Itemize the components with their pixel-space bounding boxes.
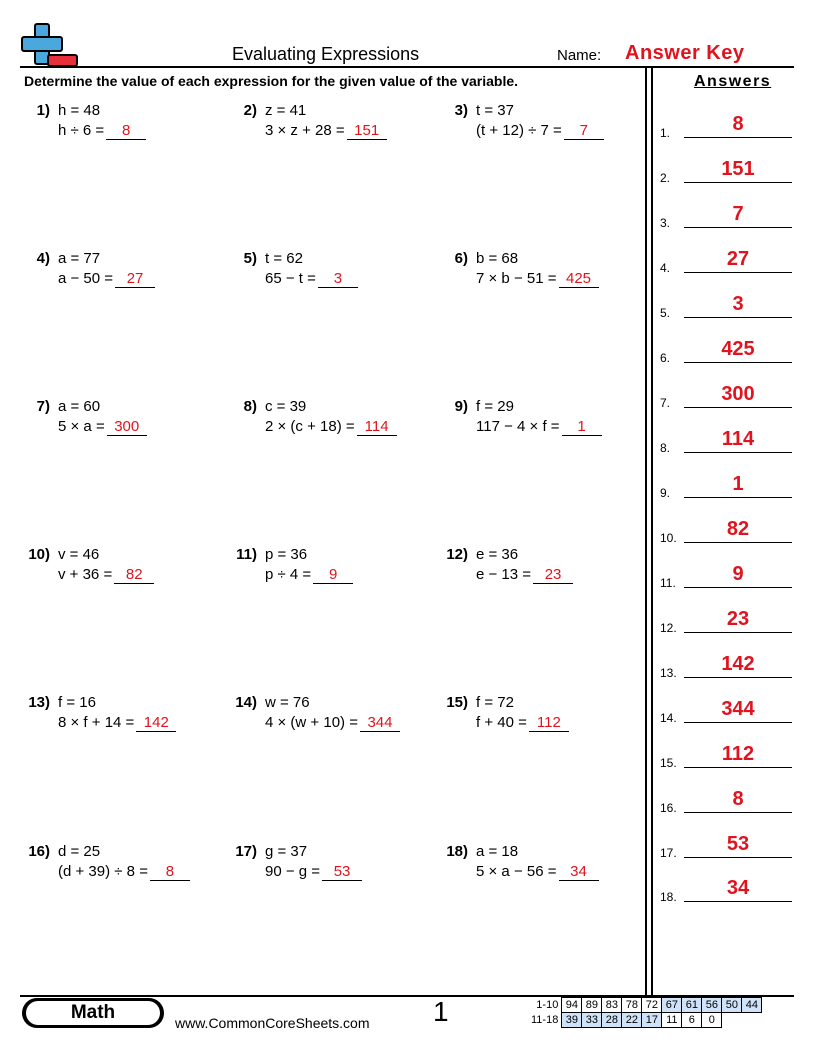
score-cell: 28 <box>602 1013 622 1028</box>
score-cell: 56 <box>702 998 722 1013</box>
problem-given: a = 60 <box>58 398 101 415</box>
answer-line <box>684 901 792 902</box>
worksheet-title: Evaluating Expressions <box>232 44 420 64</box>
problem <box>235 842 362 882</box>
answer-value: 1 <box>732 473 744 495</box>
answer-row <box>660 280 792 320</box>
answer-number: 13. <box>660 666 677 680</box>
name-label: Name: <box>557 47 602 64</box>
problem <box>243 249 358 289</box>
score-cell: 83 <box>602 998 622 1013</box>
problem-number: 7) <box>36 398 50 415</box>
answer-line <box>684 857 792 858</box>
answer-value: 142 <box>721 653 755 675</box>
problem-expression: (d + 39) ÷ 8 = <box>58 863 148 880</box>
problem-number: 9) <box>454 398 468 415</box>
problem-expression: 65 − t = <box>265 270 316 287</box>
problem-expression: a − 50 = <box>58 270 114 287</box>
answer-value: 8 <box>732 788 744 810</box>
answer-blank[interactable]: 8 <box>150 864 190 881</box>
problem-number: 13) <box>28 694 50 711</box>
header-divider <box>20 66 794 68</box>
answer-row <box>660 775 792 815</box>
problem <box>446 545 573 585</box>
problem-given: w = 76 <box>265 694 310 711</box>
answer-number: 15. <box>660 756 677 770</box>
problem <box>36 101 146 141</box>
answer-blank[interactable]: 112 <box>529 715 569 732</box>
answer-row <box>660 325 792 365</box>
answer-number: 1. <box>660 126 671 140</box>
problem-given: v = 46 <box>58 546 100 563</box>
problem-given: e = 36 <box>476 546 519 563</box>
answer-line <box>684 542 792 543</box>
answer-number: 5. <box>660 306 671 320</box>
answer-blank[interactable]: 53 <box>322 864 362 881</box>
problem-expression: p ÷ 4 = <box>265 566 312 583</box>
answer-row <box>660 190 792 230</box>
problem-number: 16) <box>28 843 50 860</box>
score-cell: 94 <box>562 998 582 1013</box>
answer-blank[interactable]: 300 <box>107 419 147 436</box>
answer-row <box>660 550 792 590</box>
answer-row <box>660 864 792 904</box>
answer-blank[interactable]: 151 <box>347 123 387 140</box>
problem-expression: f + 40 = <box>476 714 527 731</box>
problem-given: f = 29 <box>476 398 514 415</box>
answer-row <box>660 370 792 410</box>
problem-given: t = 37 <box>476 102 514 119</box>
problem-given: f = 72 <box>476 694 514 711</box>
problem-expression: 2 × (c + 18) = <box>265 418 355 435</box>
answer-row <box>660 235 792 275</box>
score-table <box>528 997 762 1028</box>
score-cell: 6 <box>682 1013 702 1028</box>
problem <box>236 545 353 585</box>
answer-row <box>660 145 792 185</box>
answer-blank[interactable]: 3 <box>318 271 358 288</box>
problem-number: 14) <box>235 694 257 711</box>
answer-line <box>684 632 792 633</box>
answer-line <box>684 497 792 498</box>
subject-label: Math <box>26 1001 160 1025</box>
problem-given: a = 18 <box>476 843 519 860</box>
answer-line <box>684 407 792 408</box>
problem <box>28 842 190 882</box>
answer-row <box>660 640 792 680</box>
answer-value: 114 <box>721 428 755 450</box>
answer-number: 6. <box>660 351 671 365</box>
problem-expression: (t + 12) ÷ 7 = <box>476 122 562 139</box>
problem-expression: e − 13 = <box>476 566 532 583</box>
answer-line <box>684 767 792 768</box>
problem <box>28 545 154 585</box>
problem <box>235 693 400 733</box>
answer-number: 7. <box>660 396 671 410</box>
answer-value: 7 <box>732 203 744 225</box>
answer-line <box>684 227 792 228</box>
problem-number: 10) <box>28 546 50 563</box>
answer-value: 27 <box>726 248 750 270</box>
answer-value: 151 <box>721 158 755 180</box>
answer-value: 3 <box>732 293 744 315</box>
problem-given: d = 25 <box>58 843 101 860</box>
answer-value: 344 <box>721 698 755 720</box>
problem-number: 12) <box>446 546 468 563</box>
answer-blank[interactable]: 34 <box>559 864 599 881</box>
answer-line <box>684 317 792 318</box>
problem <box>454 249 599 289</box>
answer-number: 2. <box>660 171 671 185</box>
answer-number: 12. <box>660 621 677 635</box>
problem-number: 15) <box>446 694 468 711</box>
score-cell: 22 <box>622 1013 642 1028</box>
plus-minus-logo <box>20 22 80 68</box>
answer-blank[interactable]: 344 <box>360 715 400 732</box>
page-number: 1 <box>433 996 449 1027</box>
problem-expression: 117 − 4 × f = <box>476 418 560 435</box>
instructions: Determine the value of each expression for the given value of the variable. <box>24 73 519 89</box>
answer-row <box>660 100 792 140</box>
answer-value: 8 <box>732 113 744 135</box>
answer-line <box>684 182 792 183</box>
problem-expression: 90 − g = <box>265 863 321 880</box>
answer-line <box>684 452 792 453</box>
score-cell: 44 <box>742 998 762 1013</box>
answer-line <box>684 722 792 723</box>
score-cell: 61 <box>682 998 702 1013</box>
answer-value: 425 <box>721 338 755 360</box>
answers-column-divider-inner <box>651 68 653 998</box>
score-cell: 78 <box>622 998 642 1013</box>
answers-heading: Answers <box>694 73 772 90</box>
problem <box>36 249 155 289</box>
answer-number: 3. <box>660 216 671 230</box>
score-cell: 0 <box>702 1013 722 1028</box>
answer-value: 300 <box>721 383 755 405</box>
answer-line <box>684 137 792 138</box>
score-cell: 72 <box>642 998 662 1013</box>
problem-expression: 7 × b − 51 = <box>476 270 557 287</box>
answer-line <box>684 812 792 813</box>
answer-blank[interactable]: 142 <box>136 715 176 732</box>
subject-badge <box>22 998 164 1028</box>
answer-value: 53 <box>726 833 750 855</box>
answer-value: 82 <box>726 518 750 540</box>
problem-given: b = 68 <box>476 250 519 267</box>
problem-given: z = 41 <box>265 102 307 119</box>
answer-blank[interactable]: 1 <box>562 419 602 436</box>
score-row-label: 11-18 <box>531 1014 559 1026</box>
problem-given: g = 37 <box>265 843 308 860</box>
answer-value: 9 <box>732 563 744 585</box>
answer-blank[interactable]: 425 <box>559 271 599 288</box>
problem-number: 5) <box>243 250 257 267</box>
answer-row <box>660 730 792 770</box>
answer-blank[interactable]: 8 <box>106 123 146 140</box>
score-cell: 50 <box>722 998 742 1013</box>
answer-line <box>684 587 792 588</box>
problem-expression: 5 × a − 56 = <box>476 863 557 880</box>
problem <box>243 101 387 141</box>
problem <box>243 397 397 437</box>
answer-value: 112 <box>721 743 755 765</box>
problem-number: 4) <box>36 250 50 267</box>
score-cell: 89 <box>582 998 602 1013</box>
problem-expression: 5 × a = <box>58 418 105 435</box>
problem-number: 18) <box>446 843 468 860</box>
answer-row <box>660 460 792 500</box>
problem-given: p = 36 <box>265 546 308 563</box>
answer-value: 34 <box>726 877 750 899</box>
answer-blank[interactable]: 7 <box>564 123 604 140</box>
score-cell: 11 <box>662 1013 682 1028</box>
answer-blank[interactable]: 82 <box>114 567 154 584</box>
problem-given: c = 39 <box>265 398 307 415</box>
problem-given: t = 62 <box>265 250 303 267</box>
problem-number: 11) <box>236 546 257 563</box>
problem-expression: 8 × f + 14 = <box>58 714 135 731</box>
problem <box>28 693 176 733</box>
answer-number: 10. <box>660 531 677 545</box>
problem-number: 3) <box>454 102 468 119</box>
answer-line <box>684 362 792 363</box>
score-cell: 67 <box>662 998 682 1013</box>
answer-row <box>660 820 792 860</box>
problem-number: 6) <box>454 250 468 267</box>
answer-row <box>660 685 792 725</box>
problem <box>36 397 147 437</box>
answer-row <box>660 415 792 455</box>
problem-number: 8) <box>243 398 257 415</box>
problem-number: 1) <box>36 102 50 119</box>
answer-number: 17. <box>660 846 677 860</box>
website-url: www.CommonCoreSheets.com <box>175 1015 370 1031</box>
problem-expression: 4 × (w + 10) = <box>265 714 358 731</box>
score-row <box>528 998 762 1013</box>
problem <box>454 397 602 437</box>
problem-given: a = 77 <box>58 250 101 267</box>
answer-number: 4. <box>660 261 671 275</box>
score-cell: 33 <box>582 1013 602 1028</box>
problem <box>454 101 604 141</box>
answer-line <box>684 677 792 678</box>
answer-number: 8. <box>660 441 671 455</box>
score-cell: 39 <box>562 1013 582 1028</box>
answer-blank[interactable]: 27 <box>115 271 155 288</box>
problem-given: h = 48 <box>58 102 101 119</box>
answer-row <box>660 505 792 545</box>
answer-number: 14. <box>660 711 677 725</box>
answer-blank[interactable]: 114 <box>357 419 397 436</box>
problem <box>446 693 569 733</box>
answer-number: 9. <box>660 486 671 500</box>
answer-number: 16. <box>660 801 677 815</box>
problem <box>446 842 599 882</box>
answer-blank[interactable]: 9 <box>313 567 353 584</box>
score-row-label: 1-10 <box>536 999 559 1011</box>
answer-number: 18. <box>660 890 677 904</box>
answer-key-label: Answer Key <box>625 42 745 64</box>
problem-expression: 3 × z + 28 = <box>265 122 345 139</box>
answer-row <box>660 595 792 635</box>
minus-icon <box>48 55 77 66</box>
answer-line <box>684 272 792 273</box>
answer-value: 23 <box>726 608 750 630</box>
problem-number: 17) <box>235 843 257 860</box>
answer-number: 11. <box>660 576 676 590</box>
score-row <box>528 1013 762 1028</box>
answer-blank[interactable]: 23 <box>533 567 573 584</box>
score-cell: 17 <box>642 1013 662 1028</box>
problem-given: f = 16 <box>58 694 96 711</box>
problem-number: 2) <box>243 102 257 119</box>
problem-expression: h ÷ 6 = <box>58 122 105 139</box>
answers-column-divider <box>645 68 647 998</box>
problem-expression: v + 36 = <box>58 566 113 583</box>
